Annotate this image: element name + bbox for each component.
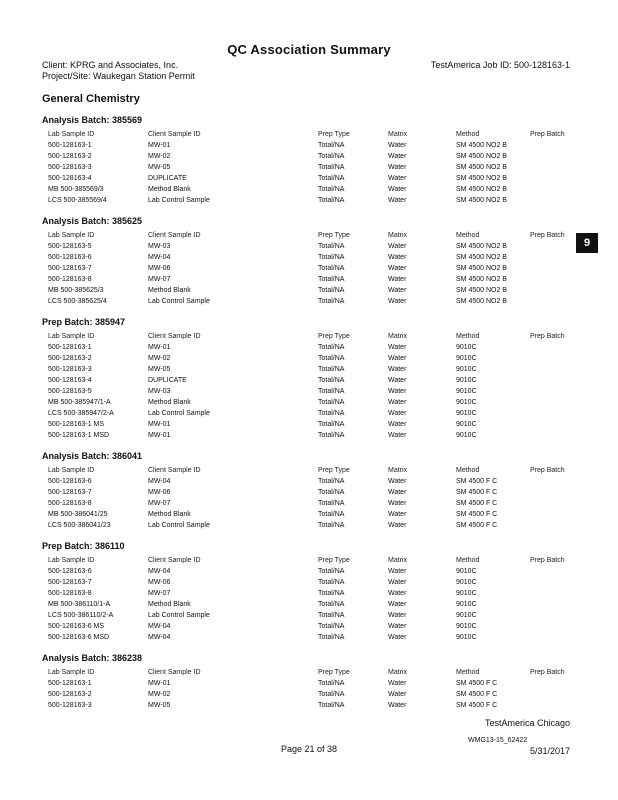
lab-sample-id-cell: 500-128163-7: [48, 579, 92, 586]
method-cell: SM 4500 F C: [456, 702, 498, 709]
matrix-cell: Water: [388, 344, 407, 351]
lab-name: TestAmerica Chicago: [484, 718, 570, 728]
table-row: [42, 285, 582, 296]
method-cell: 9010C: [456, 377, 477, 384]
lab-sample-id-cell: 500-128163-3: [48, 164, 92, 171]
lab-sample-id-cell: 500-128163-6: [48, 478, 92, 485]
section-heading: General Chemistry: [42, 93, 140, 105]
table-row: [42, 520, 582, 531]
matrix-cell: Water: [388, 680, 407, 687]
batch-title: Analysis Batch: 385625: [42, 216, 143, 226]
batch-title: Analysis Batch: 386238: [42, 653, 143, 663]
batch-section: [42, 214, 582, 307]
lab-sample-id-cell: 500-128163-1: [48, 344, 92, 351]
prep-type-cell: Total/NA: [318, 612, 345, 619]
table-row: [42, 689, 582, 700]
matrix-cell: Water: [388, 511, 407, 518]
batch-title: Prep Batch: 385947: [42, 317, 126, 327]
table-row: [42, 173, 582, 184]
client-sample-id-cell: MW-02: [148, 691, 171, 698]
column-header-method: Method: [456, 669, 480, 676]
prep-type-cell: Total/NA: [318, 377, 345, 384]
lab-sample-id-cell: 500-128163-5: [48, 243, 92, 250]
prep-type-cell: Total/NA: [318, 432, 345, 439]
prep-type-cell: Total/NA: [318, 421, 345, 428]
method-cell: 9010C: [456, 421, 477, 428]
matrix-cell: Water: [388, 197, 407, 204]
client-line: Client: KPRG and Associates, Inc.: [42, 60, 179, 70]
prep-type-cell: Total/NA: [318, 500, 345, 507]
lab-sample-id-cell: 500-128163-3: [48, 702, 92, 709]
column-header-lab-sample-id: Lab Sample ID: [48, 467, 95, 474]
matrix-cell: Water: [388, 153, 407, 160]
prep-type-cell: Total/NA: [318, 579, 345, 586]
matrix-cell: Water: [388, 634, 407, 641]
matrix-cell: Water: [388, 186, 407, 193]
column-header-matrix: Matrix: [388, 333, 408, 340]
lab-sample-id-cell: 500-128163-7: [48, 265, 92, 272]
client-sample-id-cell: Lab Control Sample: [148, 197, 210, 204]
batch-section: [42, 651, 582, 711]
column-header-matrix: Matrix: [388, 669, 408, 676]
client-sample-id-cell: MW-05: [148, 366, 171, 373]
method-cell: SM 4500 F C: [456, 680, 498, 687]
prep-type-cell: Total/NA: [318, 186, 345, 193]
lab-sample-id-cell: 500-128163-5: [48, 388, 92, 395]
lab-sample-id-cell: 500-128163-1: [48, 142, 92, 149]
prep-type-cell: Total/NA: [318, 197, 345, 204]
client-sample-id-cell: MW-06: [148, 265, 171, 272]
table-row: [42, 296, 582, 307]
prep-type-cell: Total/NA: [318, 511, 345, 518]
client-sample-id-cell: MW-03: [148, 243, 171, 250]
batch-title: Analysis Batch: 386041: [42, 451, 143, 461]
matrix-cell: Water: [388, 276, 407, 283]
method-cell: SM 4500 NO2 B: [456, 298, 507, 305]
table-row: [42, 498, 582, 509]
client-sample-id-cell: MW-04: [148, 634, 171, 641]
client-sample-id-cell: DUPLICATE: [148, 377, 187, 384]
client-sample-id-cell: MW-06: [148, 489, 171, 496]
column-header-client-sample-id: Client Sample ID: [148, 557, 201, 564]
client-sample-id-cell: Method Blank: [148, 511, 191, 518]
column-header-method: Method: [456, 557, 480, 564]
lab-sample-id-cell: 500-128163-2: [48, 691, 92, 698]
lab-sample-id-cell: 500-128163-4: [48, 377, 92, 384]
client-sample-id-cell: MW-07: [148, 276, 171, 283]
lab-sample-id-cell: MB 500-386041/25: [48, 511, 108, 518]
table-row: [42, 162, 582, 173]
job-id: TestAmerica Job ID: 500-128163-1: [430, 60, 570, 70]
lab-sample-id-cell: 500-128163-6 MSD: [48, 634, 110, 641]
matrix-cell: Water: [388, 142, 407, 149]
matrix-cell: Water: [388, 568, 407, 575]
column-header-prep-type: Prep Type: [318, 467, 350, 474]
table-row: [42, 678, 582, 689]
table-row: [42, 140, 582, 151]
matrix-cell: Water: [388, 612, 407, 619]
method-cell: SM 4500 NO2 B: [456, 276, 507, 283]
lab-sample-id-cell: 500-128163-2: [48, 153, 92, 160]
method-cell: 9010C: [456, 568, 477, 575]
column-header-matrix: Matrix: [388, 232, 408, 239]
matrix-cell: Water: [388, 623, 407, 630]
lab-sample-id-cell: 500-128163-8: [48, 276, 92, 283]
column-header-matrix: Matrix: [388, 557, 408, 564]
lab-sample-id-cell: 500-128163-8: [48, 590, 92, 597]
batch-section: [42, 449, 582, 531]
client-sample-id-cell: Method Blank: [148, 186, 191, 193]
lab-sample-id-cell: 500-128163-7: [48, 489, 92, 496]
method-cell: 9010C: [456, 601, 477, 608]
column-header-client-sample-id: Client Sample ID: [148, 467, 201, 474]
matrix-cell: Water: [388, 355, 407, 362]
matrix-cell: Water: [388, 265, 407, 272]
client-sample-id-cell: MW-07: [148, 590, 171, 597]
matrix-cell: Water: [388, 590, 407, 597]
batch-section: [42, 315, 582, 441]
lab-sample-id-cell: 500-128163-6: [48, 254, 92, 261]
client-sample-id-cell: MW-01: [148, 680, 171, 687]
table-row: [42, 419, 582, 430]
prep-type-cell: Total/NA: [318, 366, 345, 373]
table-row: [42, 509, 582, 520]
prep-type-cell: Total/NA: [318, 153, 345, 160]
page-number: Page 21 of 38: [280, 744, 338, 754]
method-cell: 9010C: [456, 579, 477, 586]
client-sample-id-cell: MW-07: [148, 500, 171, 507]
method-cell: 9010C: [456, 410, 477, 417]
matrix-cell: Water: [388, 175, 407, 182]
table-row: [42, 184, 582, 195]
matrix-cell: Water: [388, 298, 407, 305]
method-cell: 9010C: [456, 366, 477, 373]
client-sample-id-cell: MW-05: [148, 702, 171, 709]
method-cell: SM 4500 NO2 B: [456, 186, 507, 193]
matrix-cell: Water: [388, 366, 407, 373]
method-cell: SM 4500 NO2 B: [456, 153, 507, 160]
table-row: [42, 621, 582, 632]
column-header-lab-sample-id: Lab Sample ID: [48, 669, 95, 676]
method-cell: 9010C: [456, 355, 477, 362]
method-cell: SM 4500 NO2 B: [456, 197, 507, 204]
lab-sample-id-cell: LCS 500-385625/4: [48, 298, 107, 305]
client-sample-id-cell: Method Blank: [148, 287, 191, 294]
prep-type-cell: Total/NA: [318, 522, 345, 529]
column-header-prep-batch: Prep Batch: [530, 557, 565, 564]
table-row: [42, 476, 582, 487]
column-header-prep-batch: Prep Batch: [530, 232, 565, 239]
method-cell: 9010C: [456, 344, 477, 351]
method-cell: SM 4500 F C: [456, 489, 498, 496]
prep-type-cell: Total/NA: [318, 287, 345, 294]
method-cell: SM 4500 NO2 B: [456, 287, 507, 294]
column-header-method: Method: [456, 232, 480, 239]
batch-title: Analysis Batch: 385569: [42, 115, 143, 125]
prep-type-cell: Total/NA: [318, 254, 345, 261]
prep-type-cell: Total/NA: [318, 590, 345, 597]
section-tab: 9: [576, 233, 598, 253]
client-sample-id-cell: Method Blank: [148, 399, 191, 406]
lab-sample-id-cell: 500-128163-4: [48, 175, 92, 182]
table-header: [42, 667, 582, 678]
prep-type-cell: Total/NA: [318, 489, 345, 496]
prep-type-cell: Total/NA: [318, 164, 345, 171]
doc-code: WMG13-15_62422: [468, 737, 528, 744]
table-row: [42, 375, 582, 386]
column-header-prep-batch: Prep Batch: [530, 131, 565, 138]
batch-title: Prep Batch: 386110: [42, 541, 125, 551]
table-row: [42, 700, 582, 711]
prep-type-cell: Total/NA: [318, 478, 345, 485]
column-header-lab-sample-id: Lab Sample ID: [48, 333, 95, 340]
table-row: [42, 364, 582, 375]
column-header-client-sample-id: Client Sample ID: [148, 232, 201, 239]
matrix-cell: Water: [388, 254, 407, 261]
matrix-cell: Water: [388, 388, 407, 395]
batch-list: [42, 113, 582, 719]
method-cell: SM 4500 NO2 B: [456, 164, 507, 171]
table-row: [42, 386, 582, 397]
table-row: [42, 408, 582, 419]
method-cell: SM 4500 F C: [456, 500, 498, 507]
table-row: [42, 610, 582, 621]
table-row: [42, 632, 582, 643]
column-header-prep-type: Prep Type: [318, 131, 350, 138]
lab-sample-id-cell: 500-128163-1 MS: [48, 421, 105, 428]
method-cell: 9010C: [456, 388, 477, 395]
client-sample-id-cell: MW-04: [148, 478, 171, 485]
table-row: [42, 588, 582, 599]
client-sample-id-cell: MW-01: [148, 344, 171, 351]
column-header-client-sample-id: Client Sample ID: [148, 333, 201, 340]
lab-sample-id-cell: 500-128163-6: [48, 568, 92, 575]
column-header-prep-batch: Prep Batch: [530, 467, 565, 474]
prep-type-cell: Total/NA: [318, 680, 345, 687]
matrix-cell: Water: [388, 287, 407, 294]
matrix-cell: Water: [388, 489, 407, 496]
lab-sample-id-cell: 500-128163-2: [48, 355, 92, 362]
lab-sample-id-cell: LCS 500-385947/2-A: [48, 410, 114, 417]
lab-sample-id-cell: LCS 500-386110/2-A: [48, 612, 114, 619]
table-row: [42, 252, 582, 263]
matrix-cell: Water: [388, 377, 407, 384]
prep-type-cell: Total/NA: [318, 265, 345, 272]
prep-type-cell: Total/NA: [318, 634, 345, 641]
lab-sample-id-cell: LCS 500-385569/4: [48, 197, 107, 204]
prep-type-cell: Total/NA: [318, 175, 345, 182]
lab-sample-id-cell: MB 500-386110/1-A: [48, 601, 111, 608]
matrix-cell: Water: [388, 691, 407, 698]
report-date: 5/31/2017: [529, 746, 570, 756]
table-row: [42, 342, 582, 353]
client-sample-id-cell: MW-04: [148, 254, 171, 261]
prep-type-cell: Total/NA: [318, 568, 345, 575]
prep-type-cell: Total/NA: [318, 355, 345, 362]
table-row: [42, 195, 582, 206]
column-header-prep-type: Prep Type: [318, 333, 350, 340]
column-header-lab-sample-id: Lab Sample ID: [48, 131, 95, 138]
method-cell: SM 4500 NO2 B: [456, 142, 507, 149]
method-cell: SM 4500 NO2 B: [456, 175, 507, 182]
method-cell: 9010C: [456, 432, 477, 439]
client-sample-id-cell: MW-02: [148, 153, 171, 160]
prep-type-cell: Total/NA: [318, 691, 345, 698]
table-row: [42, 151, 582, 162]
column-header-method: Method: [456, 131, 480, 138]
table-row: [42, 397, 582, 408]
matrix-cell: Water: [388, 164, 407, 171]
matrix-cell: Water: [388, 421, 407, 428]
client-sample-id-cell: Lab Control Sample: [148, 410, 210, 417]
client-sample-id-cell: Lab Control Sample: [148, 298, 210, 305]
prep-type-cell: Total/NA: [318, 388, 345, 395]
client-sample-id-cell: MW-01: [148, 421, 171, 428]
client-sample-id-cell: MW-01: [148, 432, 171, 439]
client-sample-id-cell: MW-03: [148, 388, 171, 395]
method-cell: 9010C: [456, 612, 477, 619]
method-cell: 9010C: [456, 590, 477, 597]
lab-sample-id-cell: 500-128163-1 MSD: [48, 432, 110, 439]
matrix-cell: Water: [388, 243, 407, 250]
client-sample-id-cell: Lab Control Sample: [148, 522, 210, 529]
prep-type-cell: Total/NA: [318, 344, 345, 351]
lab-sample-id-cell: 500-128163-1: [48, 680, 92, 687]
column-header-client-sample-id: Client Sample ID: [148, 669, 201, 676]
column-header-lab-sample-id: Lab Sample ID: [48, 557, 95, 564]
method-cell: 9010C: [456, 399, 477, 406]
method-cell: SM 4500 F C: [456, 478, 498, 485]
lab-sample-id-cell: LCS 500-386041/23: [48, 522, 111, 529]
lab-sample-id-cell: MB 500-385569/3: [48, 186, 104, 193]
project-line: Project/Site: Waukegan Station Permit: [42, 71, 195, 81]
prep-type-cell: Total/NA: [318, 410, 345, 417]
method-cell: SM 4500 NO2 B: [456, 265, 507, 272]
table-row: [42, 353, 582, 364]
column-header-prep-batch: Prep Batch: [530, 669, 565, 676]
column-header-matrix: Matrix: [388, 131, 408, 138]
table-header: [42, 129, 582, 140]
column-header-matrix: Matrix: [388, 467, 408, 474]
page-title: QC Association Summary: [227, 42, 391, 57]
client-sample-id-cell: MW-04: [148, 623, 171, 630]
prep-type-cell: Total/NA: [318, 142, 345, 149]
client-sample-id-cell: MW-05: [148, 164, 171, 171]
matrix-cell: Water: [388, 432, 407, 439]
table-row: [42, 599, 582, 610]
matrix-cell: Water: [388, 522, 407, 529]
matrix-cell: Water: [388, 579, 407, 586]
matrix-cell: Water: [388, 601, 407, 608]
client-sample-id-cell: MW-06: [148, 579, 171, 586]
client-sample-id-cell: Lab Control Sample: [148, 612, 210, 619]
table-row: [42, 430, 582, 441]
column-header-client-sample-id: Client Sample ID: [148, 131, 201, 138]
batch-section: [42, 539, 582, 643]
table-row: [42, 274, 582, 285]
table-row: [42, 566, 582, 577]
column-header-prep-batch: Prep Batch: [530, 333, 565, 340]
column-header-prep-type: Prep Type: [318, 669, 350, 676]
column-header-method: Method: [456, 467, 480, 474]
prep-type-cell: Total/NA: [318, 399, 345, 406]
table-row: [42, 241, 582, 252]
lab-sample-id-cell: 500-128163-8: [48, 500, 92, 507]
method-cell: 9010C: [456, 634, 477, 641]
prep-type-cell: Total/NA: [318, 702, 345, 709]
prep-type-cell: Total/NA: [318, 276, 345, 283]
method-cell: 9010C: [456, 623, 477, 630]
table-header: [42, 230, 582, 241]
method-cell: SM 4500 F C: [456, 691, 498, 698]
matrix-cell: Water: [388, 410, 407, 417]
prep-type-cell: Total/NA: [318, 298, 345, 305]
table-row: [42, 577, 582, 588]
lab-sample-id-cell: MB 500-385625/3: [48, 287, 104, 294]
prep-type-cell: Total/NA: [318, 243, 345, 250]
client-sample-id-cell: Method Blank: [148, 601, 191, 608]
client-sample-id-cell: MW-01: [148, 142, 171, 149]
column-header-prep-type: Prep Type: [318, 557, 350, 564]
table-header: [42, 465, 582, 476]
column-header-lab-sample-id: Lab Sample ID: [48, 232, 95, 239]
prep-type-cell: Total/NA: [318, 623, 345, 630]
batch-section: [42, 113, 582, 206]
table-header: [42, 331, 582, 342]
client-sample-id-cell: MW-02: [148, 355, 171, 362]
matrix-cell: Water: [388, 478, 407, 485]
matrix-cell: Water: [388, 399, 407, 406]
column-header-method: Method: [456, 333, 480, 340]
matrix-cell: Water: [388, 702, 407, 709]
column-header-prep-type: Prep Type: [318, 232, 350, 239]
table-row: [42, 263, 582, 274]
table-row: [42, 487, 582, 498]
method-cell: SM 4500 F C: [456, 522, 498, 529]
lab-sample-id-cell: MB 500-385947/1-A: [48, 399, 111, 406]
client-sample-id-cell: MW-04: [148, 568, 171, 575]
lab-sample-id-cell: 500-128163-6 MS: [48, 623, 105, 630]
method-cell: SM 4500 NO2 B: [456, 254, 507, 261]
method-cell: SM 4500 F C: [456, 511, 498, 518]
lab-sample-id-cell: 500-128163-3: [48, 366, 92, 373]
method-cell: SM 4500 NO2 B: [456, 243, 507, 250]
matrix-cell: Water: [388, 500, 407, 507]
prep-type-cell: Total/NA: [318, 601, 345, 608]
client-sample-id-cell: DUPLICATE: [148, 175, 187, 182]
table-header: [42, 555, 582, 566]
